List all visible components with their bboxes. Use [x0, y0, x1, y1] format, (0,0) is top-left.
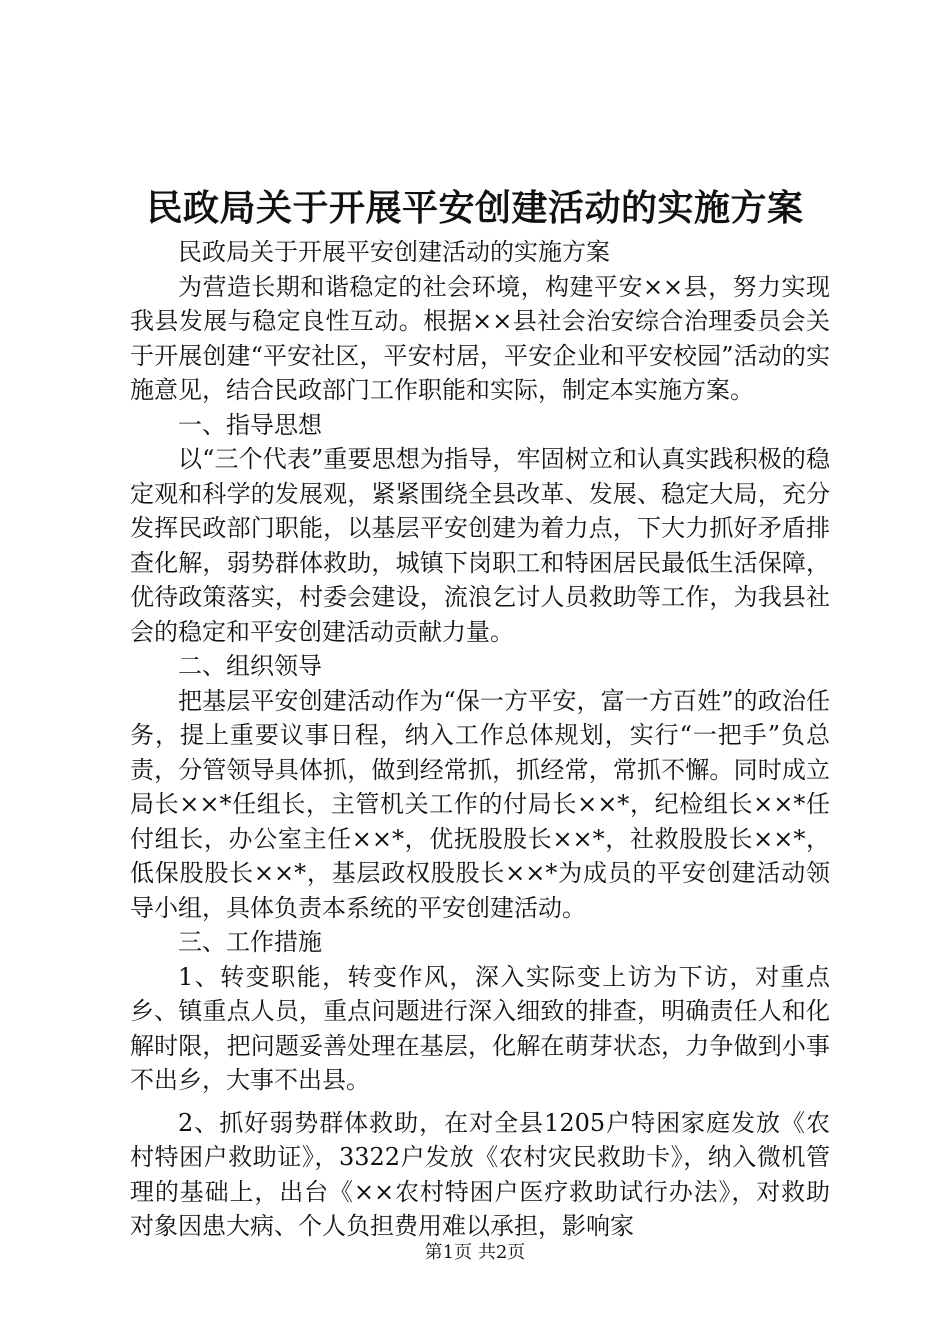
section-heading-guiding-ideology: 一、指导思想 — [178, 410, 322, 439]
section-heading-measures: 三、工作措施 — [178, 928, 322, 956]
guiding-ideology-paragraph: 以“三个代表”重要思想为指导，牢固树立和认真实践积极的稳定观和科学的发展观，紧紧围绕全县改革、发展、稳定大局，充分发挥民政部门职能，以基层平安创建为着力点，下大力抓好矛盾排查化解，弱势群体救助，城镇下岗职工和特困居民最低生活保障，优待政策落实，村委会建设，流浪乞讨人员救助等工作，为我县社会的稳定和平安创建活动贡献力量。 — [130, 445, 830, 646]
section-heading-organization: 二、组织领导 — [178, 652, 322, 680]
measure-1-paragraph: 1、转变职能，转变作风，深入实际变上访为下访，对重点乡、镇重点人员，重点问题进行深入细致的排查，明确责任人和化解时限，把问题妥善处理在基层，化解在萌芽状态，力争做到小事不出乡，大事不出县。 — [130, 962, 830, 1094]
document-title: 民政局关于开展平安创建活动的实施方案 — [146, 187, 804, 229]
intro-paragraph: 为营造长期和谐稳定的社会环境，构建平安××县，努力实现我县发展与稳定良性互动。根据××县社会治安综合治理委员会关于开展创建“平安社区，平安村居，平安企业和平安校园”活动的实施意见，结合民政部门工作职能和实际，制定本实施方案。 — [130, 272, 830, 404]
document-body — [130, 235, 830, 1244]
page-footer: 第1页 共2页 — [424, 1242, 526, 1263]
organization-paragraph: 把基层平安创建活动作为“保一方平安，富一方百姓”的政治任务，提上重要议事日程，纳入工作总体规划，实行“一把手”负总责，分管领导具体抓，做到经常抓，抓经常，常抓不懈。同时成立局长××*任组长，主管机关工作的付局长××*，纪检组长××*任付组长，办公室主任××*，优抚股股长××*，社救股股长××*，低保股股长××*，基层政权股股长××*为成员的平安创建活动领导小组，具体负责本系统的平安创建活动。 — [130, 686, 830, 922]
measure-2-paragraph: 2、抓好弱势群体救助，在对全县1205户特困家庭发放《农村特困户救助证》，3322户发放《农村灾民救助卡》，纳入微机管理的基础上，出台《××农村特困户医疗救助试行办法》，对救助对象因患大病、个人负担费用难以承担，影响家 — [130, 1108, 830, 1240]
subtitle-paragraph: 民政局关于开展平安创建活动的实施方案 — [178, 238, 610, 266]
